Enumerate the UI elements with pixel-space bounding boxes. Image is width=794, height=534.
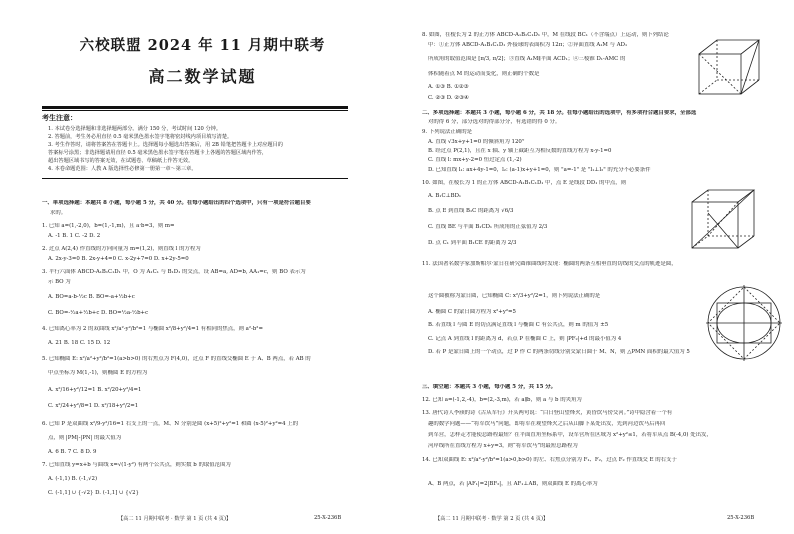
question-line: 求的。 (50, 210, 67, 216)
question-line: 7. 已知直线 y=x+b 与曲线 x=√(1-y²) 有两个公共点，则实数 b 的取值范围为 (42, 462, 231, 468)
heading-rule (42, 106, 348, 109)
note-line: 4. 本卷命题范围：人教 A 版选择性必修第一册第一章～第三章。 (48, 166, 197, 172)
question-line: 3. 平行六面体 ABCD-A₁B₁C₁D₁ 中，O 为 A₁C₁ 与 B₁D₁ 的交点，设 AB=a, AD=b, AA₁=c，则 BO 表示为 (42, 269, 306, 275)
option-line: A. 椭圆 C 的蒙日圆方程为 x²+y²=5 (428, 309, 516, 315)
option-line: A. BO=a-b-½c B. BO=-a+½b+c (48, 294, 135, 300)
question-line: 1. 已知 a=(1,-2,0)，b=(1,-1,m)，且 a·b=3，则 m= (42, 223, 175, 229)
question-line: 10. 如图，在棱长为 1 的正方体 ABCD-A₁B₁C₁D₁ 中，点 E 是线段 DD₁ 的中点，则 (422, 180, 627, 186)
monge-circle-figure (703, 282, 785, 364)
option-line: C. BO=-½a+½b+c D. BO=½a-½b+c (48, 310, 149, 316)
footer-page-label: 【高二 11 月期中联考 · 数学 第 2 页 (共 4 页)】 (435, 516, 549, 522)
question-line: A、B 两点，若 |AF₁|=2|BF₂|，且 AF₁⊥AB，则双曲线 E 的离心率为 (428, 481, 598, 487)
question-line: 点，则 |PM|-|PN| 的最大值为 (48, 435, 122, 441)
question-line: 这个圆被称为蒙日圆，已知椭圆 C: x²/3+y²/2=1，则下列说法正确的是 (428, 293, 601, 299)
note-line: 超出答题区域书写的答案无效，在试题卷、草稿纸上作答无效。 (48, 158, 194, 164)
section-heading: 一、单项选择题：本题共 8 小题，每小题 5 分，共 40 分。在每小题给出的四个选项中，只有一项是符合题目要 (42, 200, 311, 206)
section-heading: 二、多项选择题：本题共 3 小题，每小题 6 分，共 18 分。在每小题给出的选项中，有多项符合题目要求，全部选 (422, 110, 697, 116)
question-line: 趣的数学问题——“将军饮马”问题，即将军在观望烽火之后从山脚下某处出发，先到河边饮马后再回 (428, 421, 666, 427)
option-line: A. 2x-y-3=0 B. 2x-y+4=0 C. x-2y+7=0 D. x+2y-5=0 (48, 256, 189, 262)
question-line: 12. 已知 a=(-1,2,-4)，b=(2,-3,m)，若 a∥b，则 a 与 b 的夹角为 (422, 397, 582, 403)
question-line: 14. 已知双曲线 E: x²/a²-y²/b²=1(a>0,b>0) 的左、右焦点分别为 F₁、F₂，过点 F₂ 作直线交 E 的右支于 (422, 457, 677, 463)
question-line: 8. 如图，在棱长为 2 的正方体 ABCD-A₁B₁C₁D₁ 中，M 在线段 BC₁（不含端点）上运动，则下列结论 (422, 32, 669, 38)
heading-rule-thin (42, 110, 348, 111)
note-line: 答案标号涂黑；非选择题请用直径 0.5 毫米黑色墨水签字笔在答题卡上各题的答题区域内作答， (48, 150, 268, 156)
option-line: B. 若直线 l 与圆 E 的切点满足直线 l 与椭圆 C 有公共点，则 m 的值为 ±5 (428, 322, 609, 328)
option-line: A. 直线 √3x+y+1=0 的倾斜角为 120° (428, 139, 525, 145)
option-line: C. 直线 l: mx+y-2=0 恒过定点 (1,-2) (428, 157, 522, 163)
notes-heading: 考生注意： (42, 113, 77, 122)
note-line: 3. 考生作答时，请将答案答在答题卡上。选择题每小题选出答案后，用 2B 铅笔把答题卡上对应题目的 (48, 142, 283, 148)
question-line: 中点坐标为 M(1,-1)，则椭圆 E 的方程为 (48, 370, 148, 376)
cube-figure-q10 (688, 186, 762, 252)
question-line: 示 BO 为 (48, 279, 71, 285)
question-line: 河岸线所在直线方程为 x+y=3，则“将军饮马”的最短总路程为 (428, 443, 578, 449)
option-line: D. 点 C₁ 到平面 B₁CE 的距离为 2/3 (428, 240, 517, 246)
question-line: 到军营，怎样走才能使总路程最短？在平面直角坐标系中，设军营所在区域为 x²+y²≤1，若将军从点 B(-4,0) 处出发， (428, 432, 712, 438)
footer-code: 25-X-236B (727, 515, 755, 521)
option-line: C. 记点 A 到直线 l 的距离为 d，若点 P 在椭圆 C 上，则 |PF₂|+d 的最小值为 4 (428, 336, 622, 342)
question-line: 5. 已知椭圆 E: x²/a²+y²/b²=1(a>b>0) 的右焦点为 F(4,0)，过点 F 的直线交椭圆 E 于 A、B 两点，若 AB 的 (42, 356, 311, 362)
question-line: 所成角的取值范围是 [π/3, π/2]；③直线 A₁M∥平面 ACD₁；④三棱锥 D₁-AMC 的 (428, 56, 626, 62)
option-line: C. (-1,1] ∪ {-√2} D. (-1,1] ∪ {√2} (48, 490, 139, 496)
question-line: 中：①正方体 ABCD-A₁B₁C₁D₁ 外接球的表面积为 12π；②异面直线 A₁M 与 AD₁ (428, 42, 628, 48)
option-line: A. (-1,1) B. (-1,√2) (48, 476, 98, 482)
option-line: C. ②③ D. ②③④ (428, 95, 469, 101)
option-line: D. 若 P 是蒙日圆上的一个动点，过 P 作 C 的两条切线分别交蒙日圆于 M、N，则 △PMN 面积的最大值为 5 (428, 349, 690, 355)
option-line: B. 经过点 P(2,1)，且在 x 轴、y 轴上截距互为相反数的直线方程为 x-y-1=0 (428, 148, 612, 154)
cube-figure-q8 (693, 34, 773, 98)
option-line: A. 21 B. 18 C. 15 D. 12 (48, 340, 111, 346)
question-line: 6. 已知 P 是双曲线 x²/9-y²/16=1 右支上的一点，M、N 分别是圆 (x+5)²+y²=1 和圆 (x-5)²+y²=4 上的 (42, 421, 299, 427)
note-line: 1. 本试卷分选择题和非选择题两部分。满分 150 分，考试时间 120 分钟。 (48, 126, 222, 132)
footer-page-label: 【高二 11 月期中联考 · 数学 第 1 页 (共 4 页)】 (118, 516, 232, 522)
option-line: A. -1 B. 1 C. -2 D. 2 (48, 233, 101, 239)
option-line: B. 点 E 到直线 B₁C 的距离为 √6/3 (428, 208, 514, 214)
subject-title: 高二数学试题 (148, 67, 257, 86)
question-line: 11. 法国著名数学家加斯帕尔·蒙日在研究圆锥曲线时发现：椭圆的两条互相垂直的切线的交点的轨迹是圆， (422, 261, 677, 267)
exam-title: 六校联盟 2024 年 11 月期中联考 (79, 37, 326, 54)
question-line: 体积随着点 M 的运动而变化，则正确的个数是 (428, 71, 540, 77)
option-line: D. 已知直线 l₁: ax+4y-1=0，l₂: (a-1)x+y+1=0，则 "a=-1" 是 "l₁⊥l₂" 的充分不必要条件 (428, 167, 651, 173)
question-line: 9. 下列说法正确的是 (422, 129, 472, 135)
option-line: A. x²/16+y²/12=1 B. x²/20+y²/4=1 (48, 387, 142, 393)
question-line: 13. 唐代诗人李颀的诗《古从军行》开头两句说：“白日登山望烽火，黄昏饮马傍交河。”诗中隐含着一个有 (422, 410, 673, 416)
section-heading: 对的得 6 分，部分选对的得部分分，有选错的得 0 分。 (428, 119, 561, 125)
option-line: C. x²/24+y²/8=1 D. x²/18+y²/2=1 (48, 403, 139, 409)
section-heading: 三、填空题：本题共 3 小题，每小题 5 分，共 15 分。 (422, 384, 557, 390)
option-line: A. ①③ B. ①②③ (428, 84, 469, 90)
option-line: A. 6 B. 7 C. 8 D. 9 (48, 449, 97, 455)
note-line: 2. 答题前，考生务必用直径 0.5 毫米黑色墨水签字笔将密封线内项目填写清楚。 (48, 134, 233, 140)
page-two (405, 0, 794, 534)
option-line: C. 直线 BE 与平面 B₁CD₁ 所成角的正弦值为 2/3 (428, 224, 548, 230)
option-line: A. B₁C⊥BD₁ (428, 193, 462, 199)
footer-code: 25-X-236B (314, 515, 342, 521)
notes-rule (42, 178, 348, 179)
question-line: 2. 过点 A(2,4) 作直线的方向向量为 m=(1,2)，则直线 l 的方程为 (42, 246, 201, 252)
question-line: 4. 已知离心率为 2 的双曲线 x²/a²-y²/b²=1 与椭圆 x²/8+y²/4=1 有相同的焦点，则 a²-b²= (42, 326, 263, 332)
